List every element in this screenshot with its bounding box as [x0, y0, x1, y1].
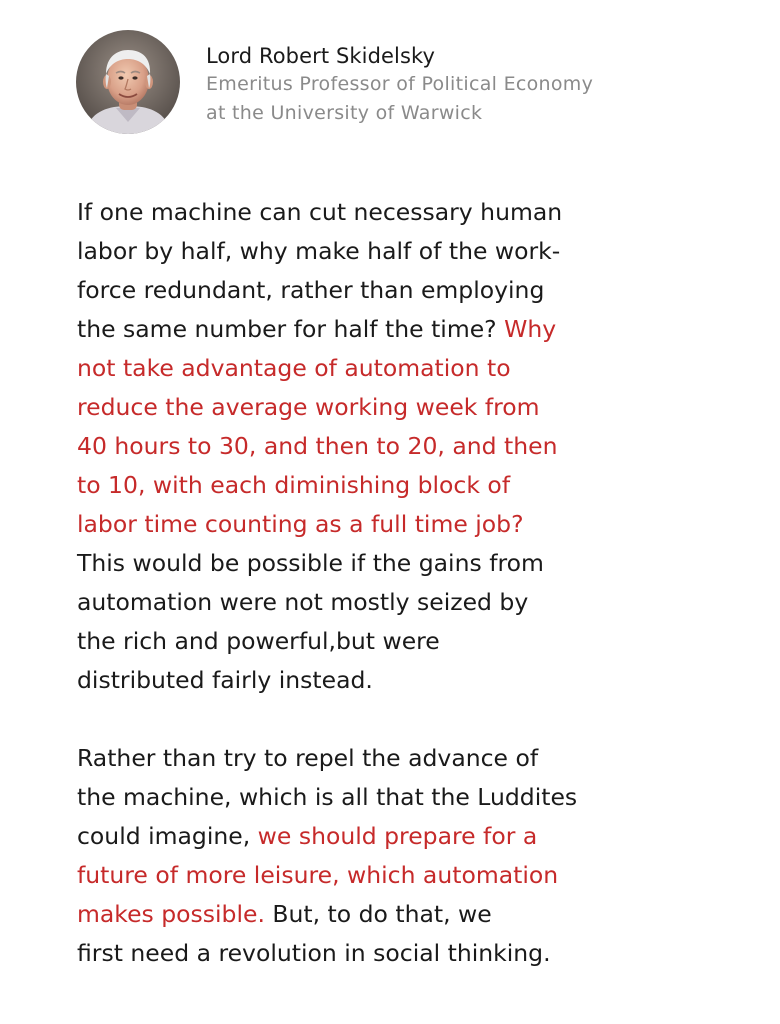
quote-highlight: makes possible. [77, 900, 265, 928]
author-title-line-1: Emeritus Professor of Political Economy [206, 73, 594, 95]
quote-highlight: we should prepare for a [257, 822, 538, 850]
quote-line: automation were not mostly seized by [77, 588, 529, 616]
quote-line [77, 817, 717, 856]
quote-line: If one machine can cut necessary human [77, 198, 563, 226]
quote-line: first need a revolution in social thinking. [77, 939, 551, 967]
quote-line: distributed fairly instead. [77, 666, 373, 694]
quote-line: This would be possible if the gains from [77, 549, 544, 577]
quote-highlight-line: future of more leisure, which automation [77, 861, 559, 889]
author-header [76, 30, 593, 134]
quote-line [77, 310, 717, 349]
quote-highlight-line: not take advantage of automation to [77, 354, 511, 382]
quote-line: the rich and powerful,but were [77, 627, 440, 655]
quote-highlight: Why [504, 315, 557, 343]
quote-highlight-line: 40 hours to 30, and then to 20, and then [77, 432, 558, 460]
quote-highlight-line: labor time counting as a full time job? [77, 510, 524, 538]
author-avatar [76, 30, 180, 134]
quote-highlight-line: reduce the average working week from [77, 393, 540, 421]
quote-line: the machine, which is all that the Luddites [77, 783, 578, 811]
portrait-photo-icon [76, 30, 180, 134]
quote-line: Rather than try to repel the advance of [77, 744, 539, 772]
quote-line: force redundant, rather than employing [77, 276, 545, 304]
author-info [206, 42, 593, 128]
quote-text: But, to do that, we [264, 900, 492, 928]
author-title-line-2: at the University of Warwick [206, 102, 483, 124]
quote-text: the same number for half the time? [77, 315, 505, 343]
quote-body [77, 193, 717, 973]
paragraph-gap [77, 700, 717, 739]
author-name: Lord Robert Skidelsky [206, 44, 436, 68]
quote-line [77, 895, 717, 934]
quote-text: could imagine, [77, 822, 258, 850]
quote-highlight-line: to 10, with each diminishing block of [77, 471, 511, 499]
quote-line: labor by half, why make half of the work- [77, 237, 561, 265]
